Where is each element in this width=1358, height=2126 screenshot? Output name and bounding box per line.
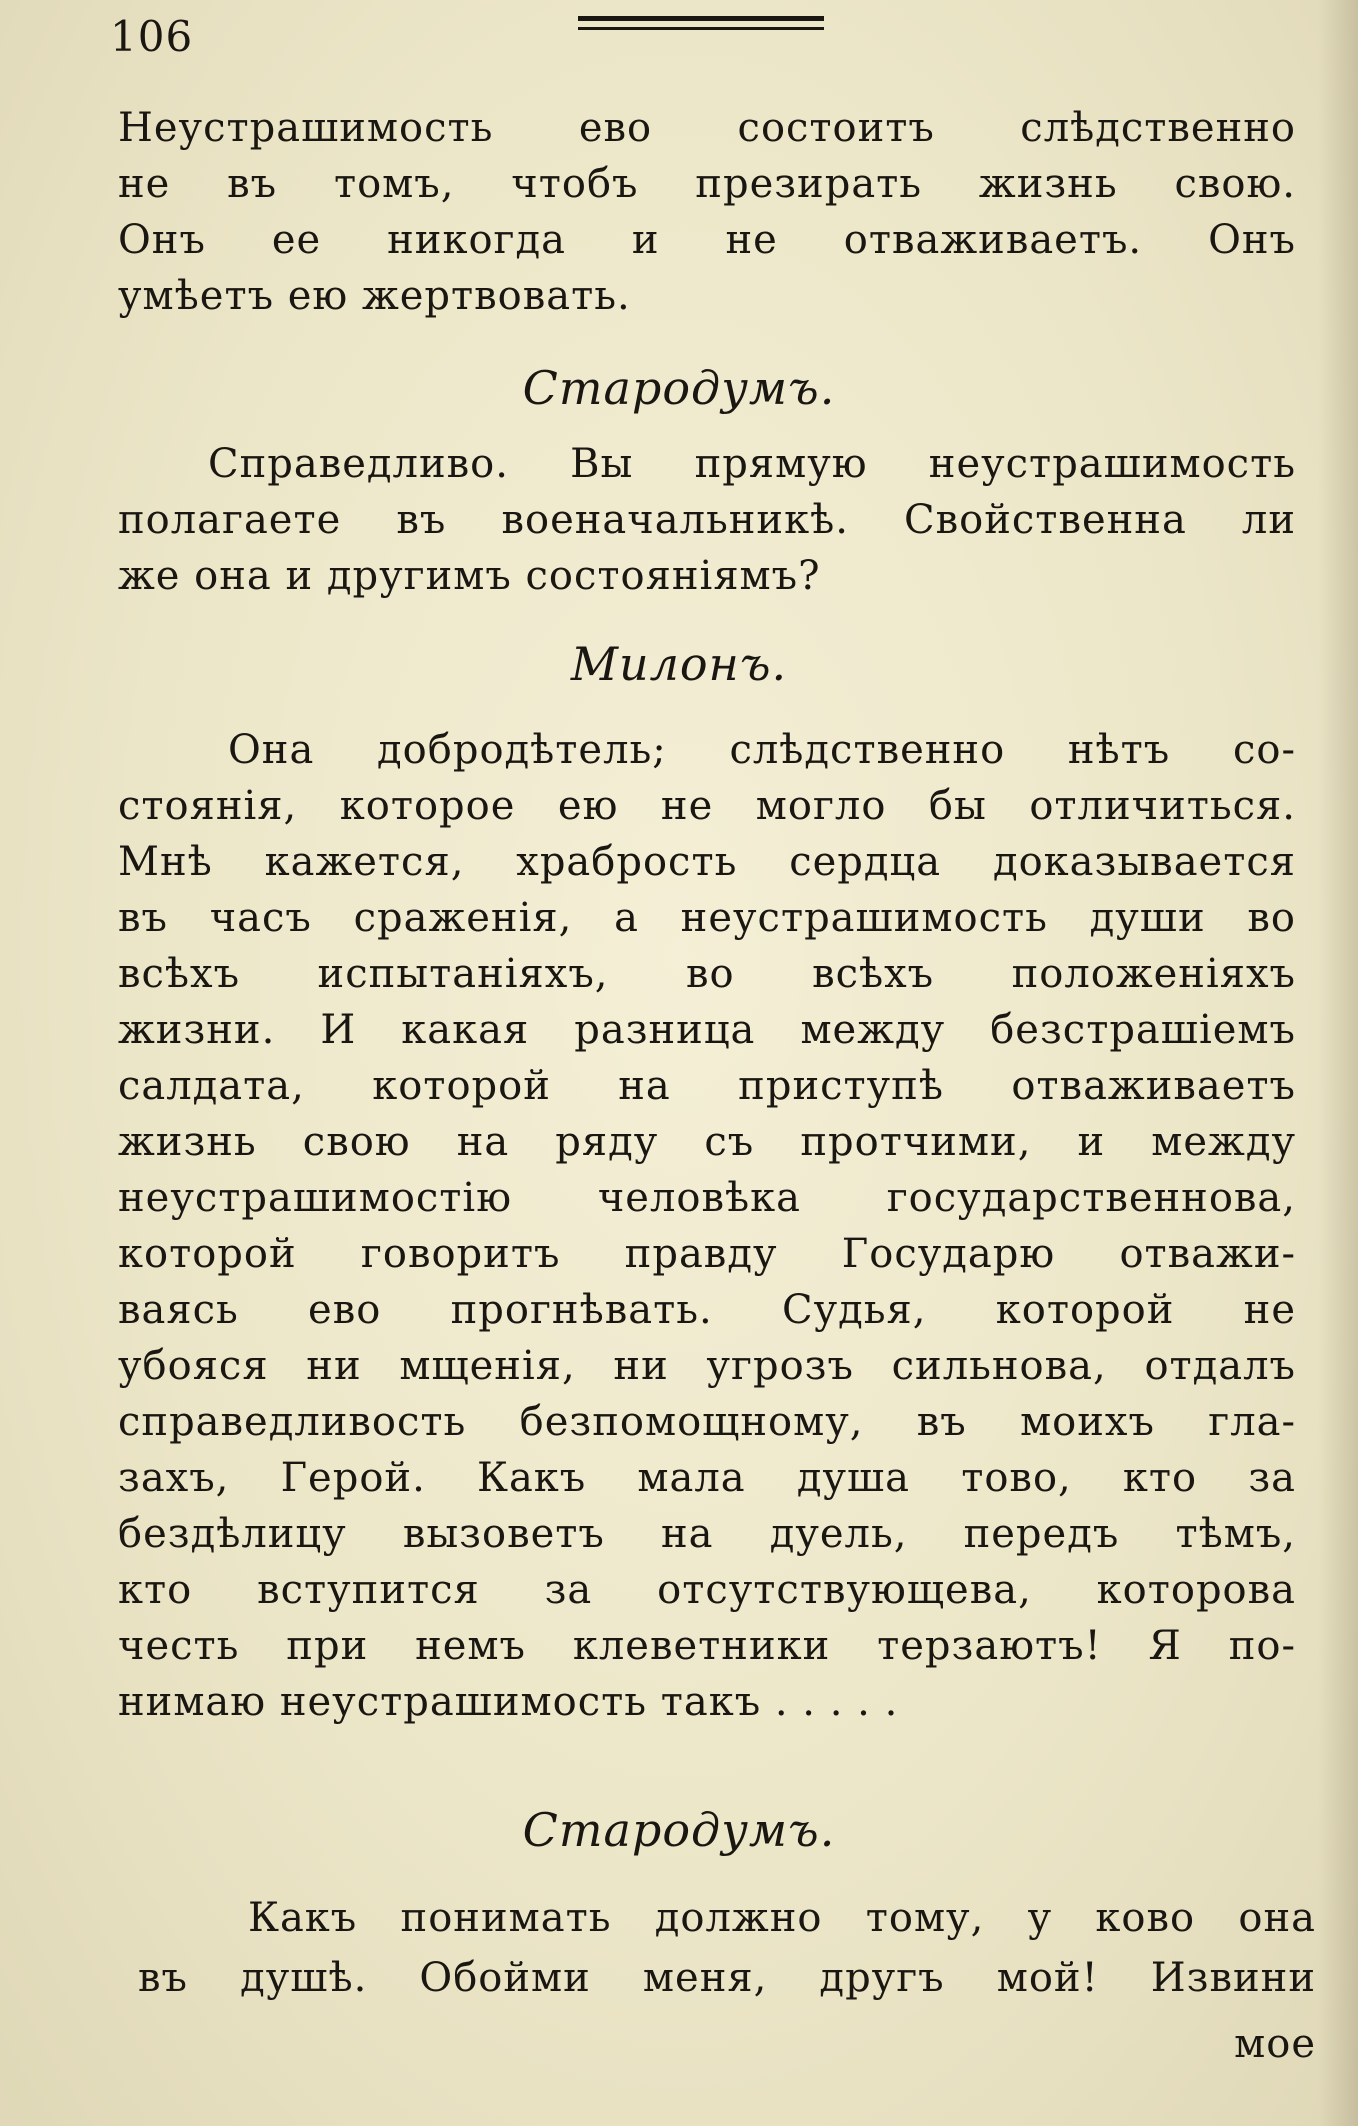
text-line: убояся ни мщенія, ни угрозъ сильнова, отдалъ	[118, 1343, 1296, 1389]
speaker-name: Стародумъ.	[522, 1803, 836, 1857]
speaker-name: Милонъ.	[570, 637, 788, 691]
text-line: всѣхъ испытаніяхъ, во всѣхъ положеніяхъ	[118, 951, 1296, 997]
text-line: умѣетъ ею жертвовать.	[118, 273, 631, 319]
text-line: Она добродѣтель; слѣдственно нѣтъ со-	[228, 727, 1296, 773]
text-line: въ часъ сраженія, а неустрашимость души во	[118, 895, 1296, 941]
text-line: Мнѣ кажется, храбрость сердца доказывается	[118, 839, 1296, 885]
catchword: мое	[1234, 2021, 1316, 2067]
speaker-name: Стародумъ.	[522, 361, 836, 415]
text-line: же она и другимъ состояніямъ?	[118, 553, 821, 599]
text-line: Справедливо. Вы прямую неустрашимость	[208, 441, 1296, 487]
text-line: справедливость безпомощному, въ моихъ гла-	[118, 1399, 1296, 1445]
text-line: Какъ понимать должно тому, у ково она	[248, 1895, 1316, 1941]
header-rule	[578, 27, 824, 30]
text-line: ваясь ево прогнѣвать. Судья, которой не	[118, 1287, 1296, 1333]
text-line: стоянія, которое ею не могло бы отличиться.	[118, 783, 1296, 829]
text-line: неустрашимостію человѣка государственнова,	[118, 1175, 1296, 1221]
text-line: жизни. И какая разница между безстрашіемъ	[118, 1007, 1296, 1053]
text-line: Неустрашимость ево состоитъ слѣдственно	[118, 105, 1296, 151]
text-line: кто вступится за отсутствующева, которова	[118, 1567, 1296, 1613]
text-line: полагаете въ военачальникѣ. Свойственна ли	[118, 497, 1296, 543]
text-line: не въ томъ, чтобъ презирать жизнь свою.	[118, 161, 1296, 207]
text-line: жизнь свою на ряду съ протчими, и между	[118, 1119, 1296, 1165]
text-line: которой говоритъ правду Государю отважи-	[118, 1231, 1296, 1277]
text-line: Онъ ее никогда и не отваживаетъ. Онъ	[118, 217, 1296, 263]
text-line: нимаю неустрашимость такъ . . . . .	[118, 1679, 899, 1725]
text-line: салдата, которой на приступѣ отваживаетъ	[118, 1063, 1296, 1109]
header-rule	[578, 16, 824, 21]
text-line: бездѣлицу вызоветъ на дуель, передъ тѣмъ,	[118, 1511, 1296, 1557]
text-line: захъ, Герой. Какъ мала душа тово, кто за	[118, 1455, 1296, 1501]
page-number: 106	[110, 12, 194, 61]
text-line: въ душѣ. Обойми меня, другъ мой! Извини	[138, 1955, 1316, 2001]
text-line: честь при немъ клеветники терзаютъ! Я по-	[118, 1623, 1296, 1669]
